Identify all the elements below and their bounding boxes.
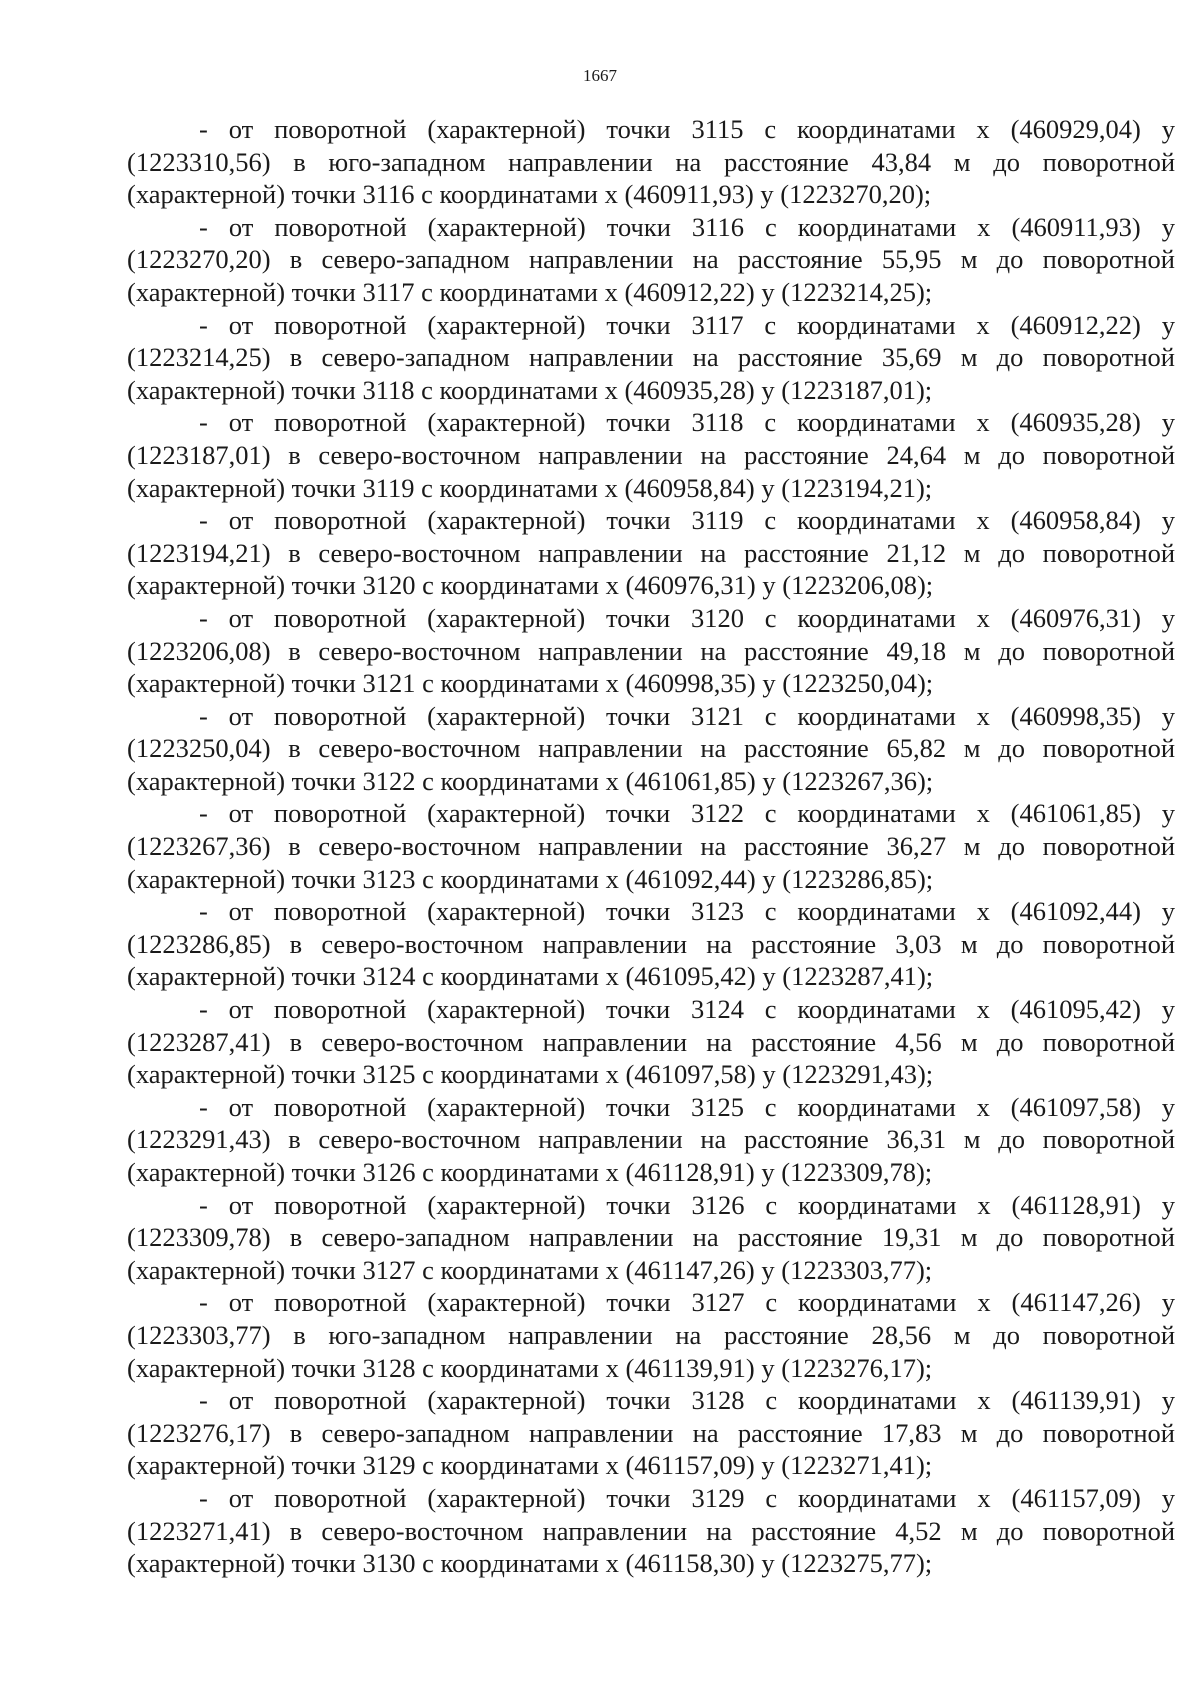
boundary-segment-paragraph: - от поворотной (характерной) точки 3128 с координатами x (461139,91) y (1223276,17) в северо-западном направлении на расстояние 17,83 м до поворотной (характерной) точки 3129 с координатами x (461157,09) y (1223271,41); [127,1385,1175,1481]
page-number: 1667 [583,66,617,85]
boundary-segment-paragraph: - от поворотной (характерной) точки 3127 с координатами x (461147,26) y (1223303,77) в юго-западном направлении на расстояние 28,56 м до поворотной (характерной) точки 3128 с координатами x (461139,91) y (1223276,17); [127,1287,1175,1383]
boundary-segment-paragraph: - от поворотной (характерной) точки 3117 с координатами x (460912,22) y (1223214,25) в северо-западном направлении на расстояние 35,69 м до поворотной (характерной) точки 3118 с координатами x (460935,28) y (1223187,01); [127,309,1175,405]
boundary-segment-paragraph: - от поворотной (характерной) точки 3119 с координатами x (460958,84) y (1223194,21) в северо-восточном направлении на расстояние 21,12 м до поворотной (характерной) точки 3120 с координатами x (460976,31) y (1223206,08); [127,505,1175,601]
boundary-segment-paragraph: - от поворотной (характерной) точки 3118 с координатами x (460935,28) y (1223187,01) в северо-восточном направлении на расстояние 24,64 м до поворотной (характерной) точки 3119 с координатами x (460958,84) y (1223194,21); [127,407,1175,503]
boundary-segment-paragraph: - от поворотной (характерной) точки 3120 с координатами x (460976,31) y (1223206,08) в северо-восточном направлении на расстояние 49,18 м до поворотной (характерной) точки 3121 с координатами x (460998,35) y (1223250,04); [127,602,1175,699]
boundary-segment-paragraph: - от поворотной (характерной) точки 3122 с координатами x (461061,85) y (1223267,36) в северо-восточном направлении на расстояние 36,27 м до поворотной (характерной) точки 3123 с координатами x (461092,44) y (1223286,85); [127,798,1175,894]
boundary-segment-paragraph: - от поворотной (характерной) точки 3129 с координатами x (461157,09) y (1223271,41) в северо-восточном направлении на расстояние 4,52 м до поворотной (характерной) точки 3130 с координатами x (461158,30) y (1223275,77); [127,1482,1175,1579]
boundary-segment-paragraph: - от поворотной (характерной) точки 3126 с координатами x (461128,91) y (1223309,78) в северо-западном направлении на расстояние 19,31 м до поворотной (характерной) точки 3127 с координатами x (461147,26) y (1223303,77); [127,1189,1175,1285]
boundary-segment-paragraph: - от поворотной (характерной) точки 3125 с координатами x (461097,58) y (1223291,43) в северо-восточном направлении на расстояние 36,31 м до поворотной (характерной) точки 3126 с координатами x (461128,91) y (1223309,78); [127,1091,1175,1187]
boundary-segment-paragraph: - от поворотной (характерной) точки 3124 с координатами x (461095,42) y (1223287,41) в северо-восточном направлении на расстояние 4,56 м до поворотной (характерной) точки 3125 с координатами x (461097,58) y (1223291,43); [127,994,1175,1090]
document-body [127,113,1175,1580]
boundary-segment-paragraph: - от поворотной (характерной) точки 3115 с координатами x (460929,04) y (1223310,56) в юго-западном направлении на расстояние 43,84 м до поворотной (характерной) точки 3116 с координатами x (460911,93) y (1223270,20); [127,114,1175,210]
boundary-segment-paragraph: - от поворотной (характерной) точки 3116 с координатами x (460911,93) y (1223270,20) в северо-западном направлении на расстояние 55,95 м до поворотной (характерной) точки 3117 с координатами x (460912,22) y (1223214,25); [127,211,1175,307]
boundary-segment-paragraph: - от поворотной (характерной) точки 3123 с координатами x (461092,44) y (1223286,85) в северо-восточном направлении на расстояние 3,03 м до поворотной (характерной) точки 3124 с координатами x (461095,42) y (1223287,41); [127,896,1175,992]
boundary-segment-paragraph: - от поворотной (характерной) точки 3121 с координатами x (460998,35) y (1223250,04) в северо-восточном направлении на расстояние 65,82 м до поворотной (характерной) точки 3122 с координатами x (461061,85) y (1223267,36); [127,700,1175,796]
